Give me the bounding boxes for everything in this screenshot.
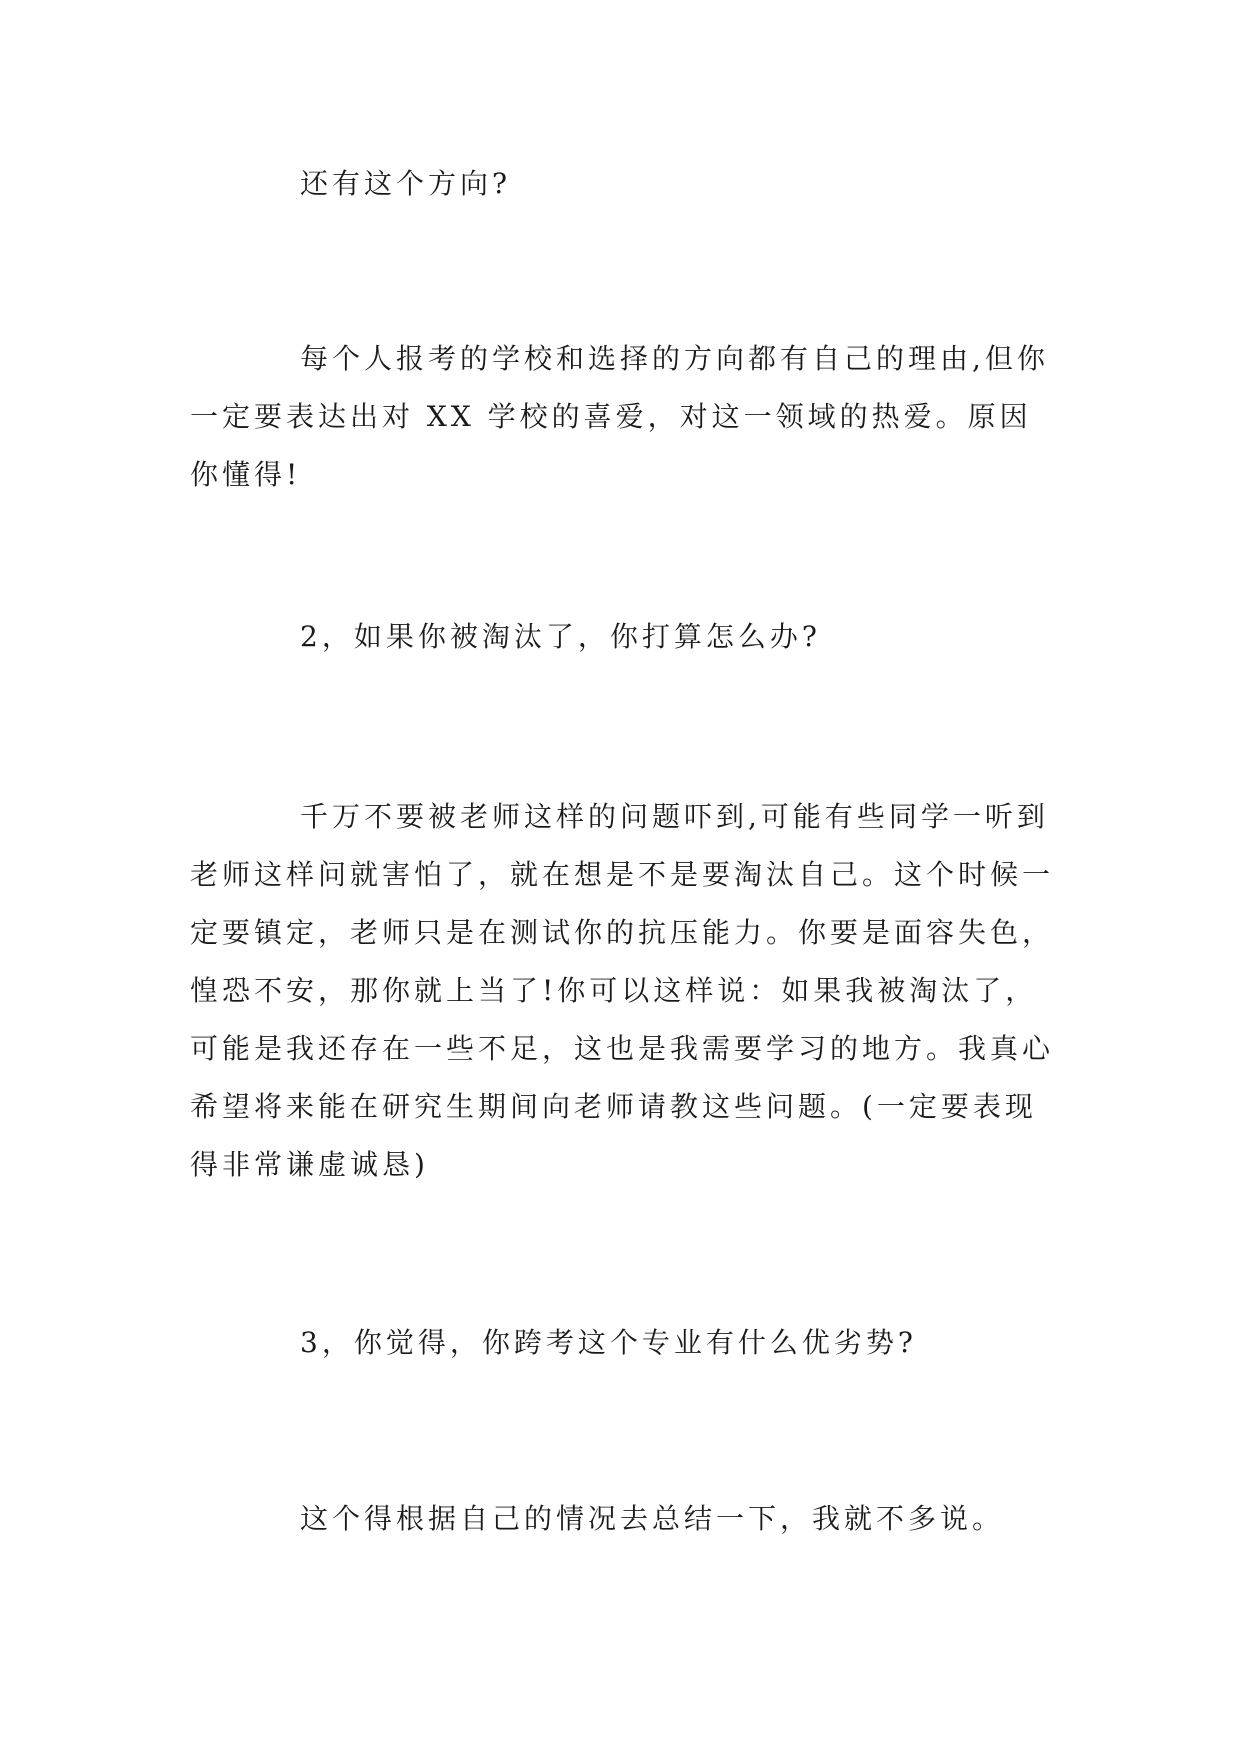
question-cross-major-heading: 3，你觉得，你跨考这个专业有什么优劣势?	[300, 1326, 917, 1359]
question-eliminated-heading: 2，如果你被淘汰了，你打算怎么办?	[300, 620, 821, 653]
paragraph-school-choice-answer: 每个人报考的学校和选择的方向都有自己的理由,但你一定要表达出对 XX 学校的喜爱，对这一领域的热爱。原因你懂得!	[190, 342, 1049, 491]
paragraph-cross-major-answer: 这个得根据自己的情况去总结一下，我就不多说。	[300, 1502, 1005, 1535]
paragraph-eliminated-answer: 千万不要被老师这样的问题吓到,可能有些同学一听到老师这样问就害怕了，就在想是不是要淘汰自己。这个时候一定要镇定，老师只是在测试你的抗压能力。你要是面容失色，惶恐不安，那你就上当了!你可以这样说：如果我被淘汰了，可能是我还存在一些不足，这也是我需要学习的地方。我真心希望将来能在研究生期间向老师请教这些问题。(一定要表现得非常谦虚诚恳)	[190, 800, 1055, 1181]
paragraph-direction-question: 还有这个方向?	[300, 167, 512, 200]
